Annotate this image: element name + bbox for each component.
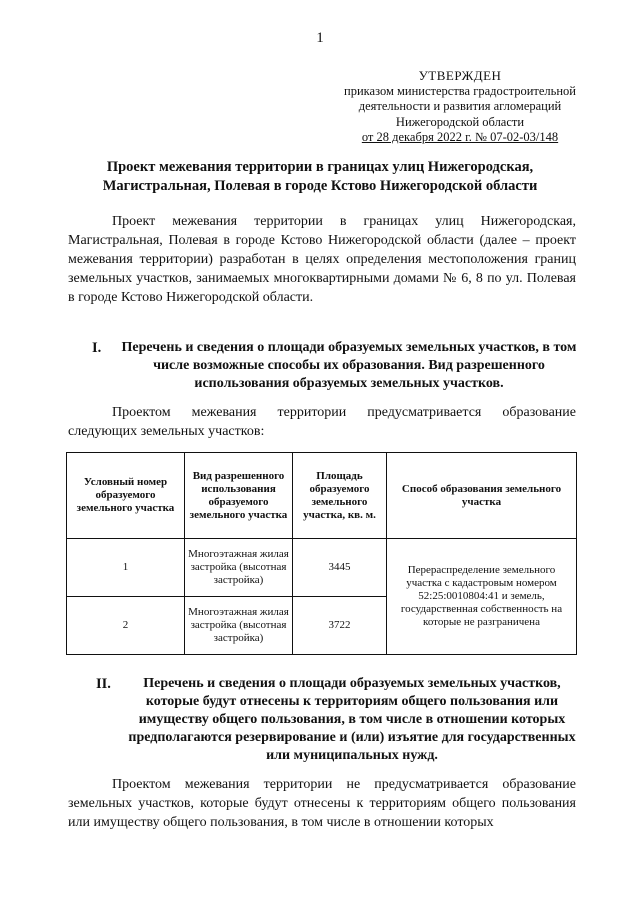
approval-line: Нижегородской области: [395, 114, 525, 129]
section-1-number: I.: [92, 340, 102, 356]
table-header-cell: Площадь образуемого земельного участка, кв. м.: [293, 453, 387, 539]
parcel-area: 3445: [293, 539, 387, 597]
table-header-cell: Условный номер образуемого земельного участка: [67, 453, 185, 539]
section-2-number: II.: [96, 676, 111, 692]
parcel-number: 1: [67, 539, 185, 597]
parcel-area: 3722: [293, 597, 387, 655]
approval-date-number: от 28 декабря 2022 г. № 07-02-03/148: [361, 130, 559, 144]
table-header-row: [67, 453, 577, 539]
parcel-use: Многоэтажная жилая застройка (высотная застройка): [185, 597, 293, 655]
table-row: [67, 539, 577, 597]
intro-paragraph: Проект межевания территории в границах улиц Нижегородская, Магистральная, Полевая в городе Кстово Нижегородской области (далее – проект межевания территории) разработан в целях определения местоположения границ земельных участков, занимаемых многоквартирными домами № 6, 8 по ул. Полевая в городе Кстово Нижегородской области.: [68, 214, 576, 305]
approval-line: приказом министерства градостроительной: [344, 83, 576, 98]
section-2-paragraph: Проектом межевания территории не предусматривается образование земельных участков, которые будут отнесены к территориям общего пользования или имуществу общего пользования, в том числе в отношении которых: [68, 777, 576, 830]
approval-block: [300, 68, 620, 146]
parcel-number: 2: [67, 597, 185, 655]
section-1-title: Перечень и сведения о площади образуемых земельных участков, в том числе возможные способы их образования. Вид разрешенного использования образуемых земельных участков.: [121, 340, 577, 391]
parcel-method: Перераспределение земельного участка с кадастровым номером 52:25:0010804:41 и земель, государственная собственность на которые не разграничена: [387, 539, 577, 655]
page-number: 1: [316, 30, 324, 46]
section-1-paragraph: Проектом межевания территории предусматривается образование следующих земельных участков:: [68, 405, 576, 439]
parcels-table: [66, 452, 577, 655]
document-title: [70, 158, 570, 196]
table-header-cell: Способ образования земельного участка: [387, 453, 577, 539]
approval-line: деятельности и развития агломераций: [358, 99, 562, 113]
title-line: Проект межевания территории в границах улиц Нижегородская,: [106, 159, 534, 175]
approval-stamp: УТВЕРЖДЕН: [418, 68, 502, 83]
section-2-title: Перечень и сведения о площади образуемых земельных участков, которые будут отнесены к территориям общего пользования или имуществу общего пользования, в том числе в отношении которых предполагаются резервирование и (или) изъятие для государственных или муниципальных нужд.: [128, 676, 576, 763]
title-line: Магистральная, Полевая в городе Кстово Нижегородской области: [102, 178, 538, 194]
parcel-use: Многоэтажная жилая застройка (высотная застройка): [185, 539, 293, 597]
table-header-cell: Вид разрешенного использования образуемого земельного участка: [185, 453, 293, 539]
